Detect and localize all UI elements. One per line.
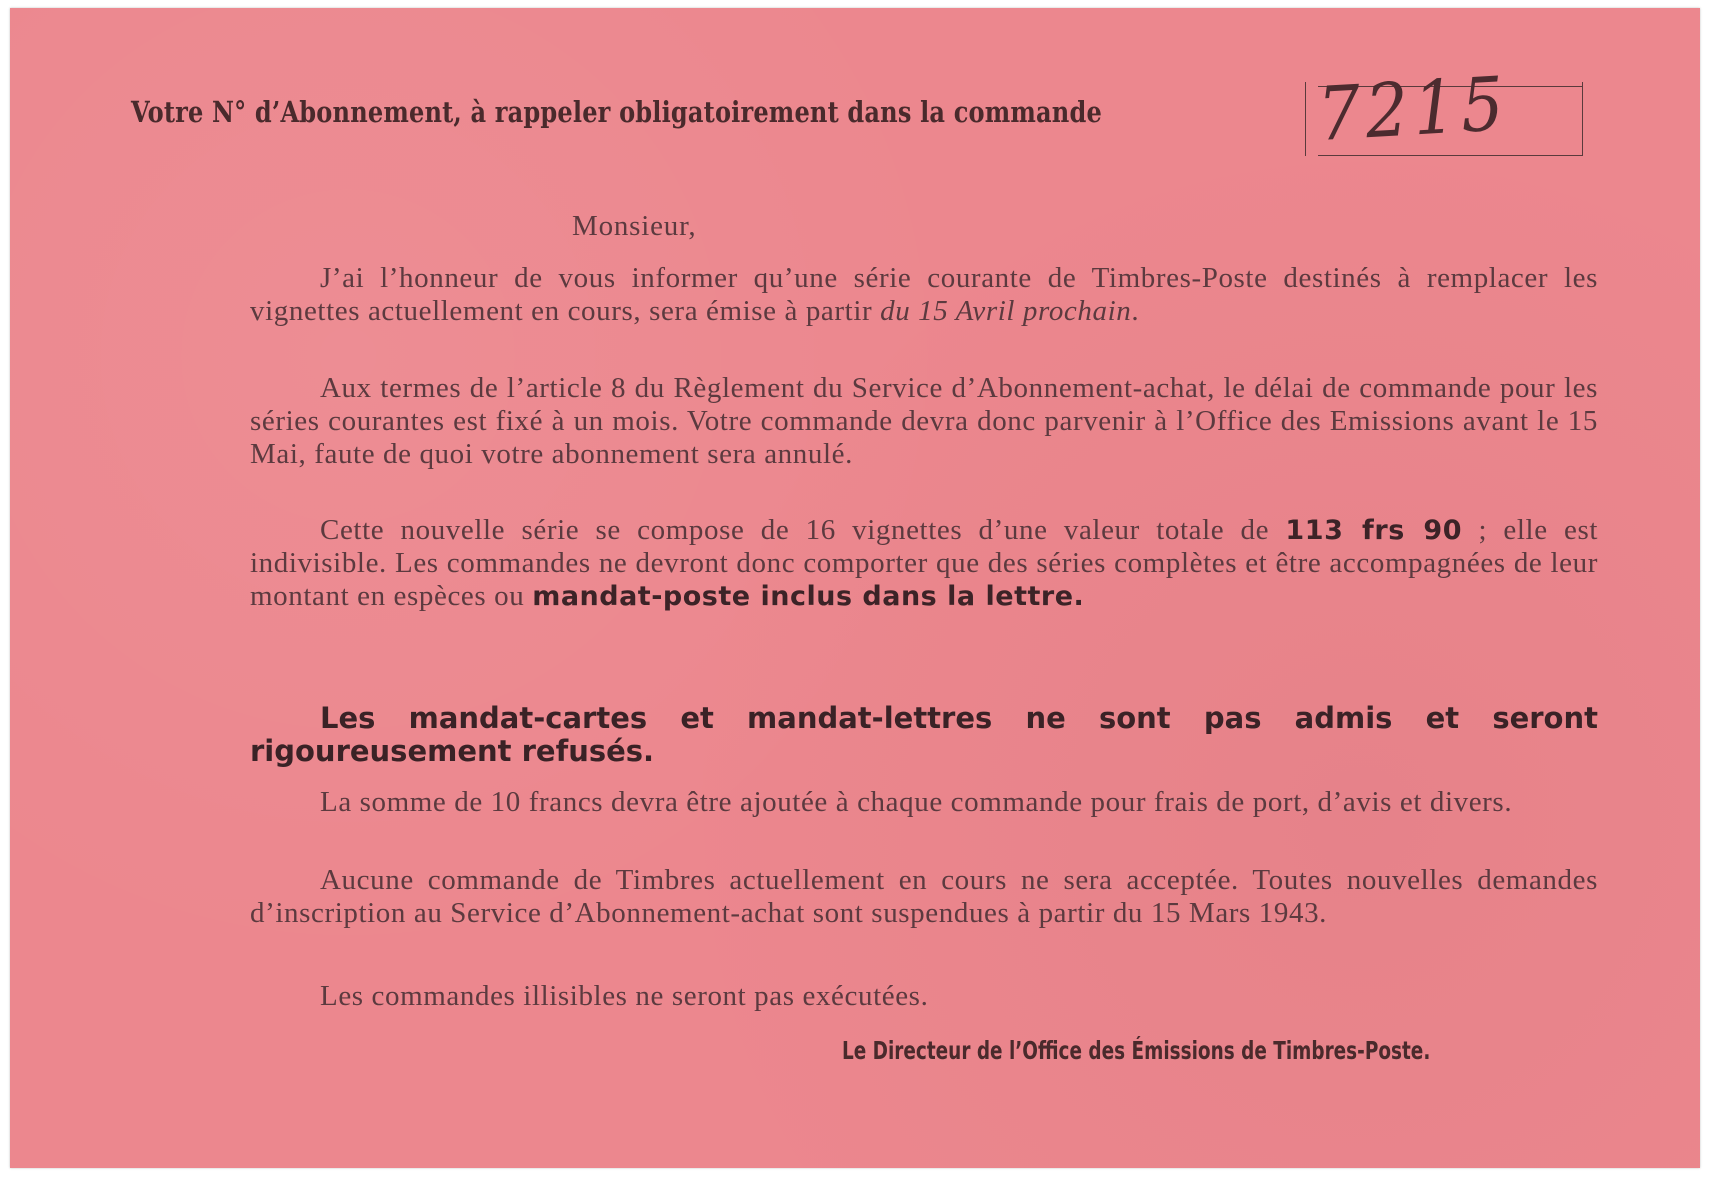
subscription-number: 7215 <box>1315 60 1511 158</box>
paragraph-announcement <box>250 262 1598 328</box>
p3-payment-method: mandat-poste inclus dans la lettre. <box>532 581 1085 612</box>
warning-paragraph: Les mandat-cartes et mandat-lettres ne sont pas admis et seront rigoureusement refusés. <box>250 701 1598 768</box>
p3-text-2: ; elle est indivisible. Les commandes ne devront donc comporter que des séries complètes et être accompagnées de leur montant en espèces ou <box>250 514 1598 612</box>
p3-amount: 113 frs 90 <box>1285 515 1463 546</box>
paragraph-series <box>250 514 1598 613</box>
p3-text: Cette nouvelle série se compose de 16 vignettes d’une valeur totale de <box>320 514 1286 546</box>
p1-end: . <box>1131 295 1140 327</box>
p1-date: du 15 Avril prochain <box>880 295 1132 327</box>
greeting: Monsieur, <box>572 210 697 242</box>
subscription-label: Votre N° d’Abonnement, à rappeler obligatoirement dans la commande <box>131 95 1102 129</box>
paragraph-postage: La somme de 10 francs devra être ajoutée à chaque commande pour frais de port, d’avis et divers. <box>320 786 1513 818</box>
paragraph-deadline: Aux termes de l’article 8 du Règlement du Service d’Abonnement-achat, le délai de commande pour les séries courantes est fixé à un mois. Votre commande devra donc parvenir à l’Office des Emissions avant le 15 Mai, faute de quoi votre abonnement sera annulé. <box>250 372 1598 470</box>
paragraph-suspension: Aucune commande de Timbres actuellement en cours ne sera acceptée. Toutes nouvelles demandes d’inscription au Service d’Abonnement-achat sont suspendues à partir du 15 Mars 1943. <box>250 864 1598 929</box>
p1-text: J’ai l’honneur de vous informer qu’une série courante de Timbres-Poste destinés à remplacer les vignettes actuellement en cours, sera émise à partir <box>250 262 1598 327</box>
signature: Le Directeur de l’Office des Émissions de Timbres-Poste. <box>842 1036 1431 1065</box>
paragraph-illegible: Les commandes illisibles ne seront pas exécutées. <box>320 980 929 1012</box>
